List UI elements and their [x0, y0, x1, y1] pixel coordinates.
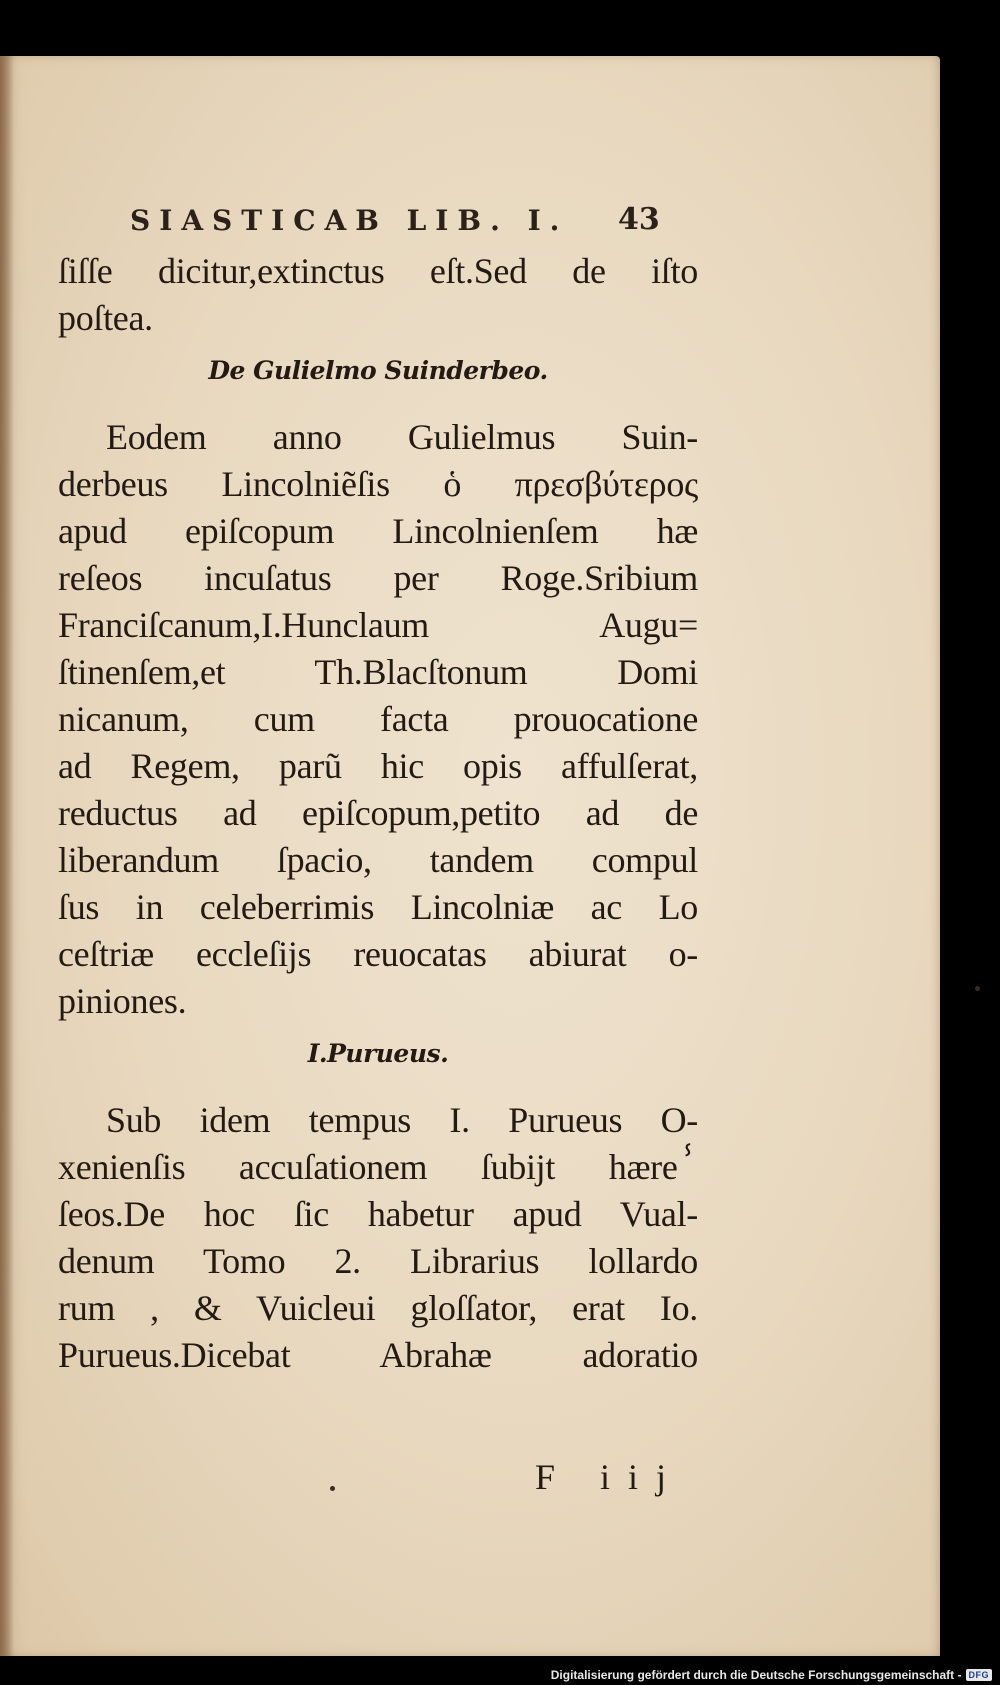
text-line: ceſtriæ eccleſijs reuocatas abiurat o- [58, 934, 698, 974]
text-line: derbeus Lincolniẽſis ὁ πρεσβύτερος [58, 464, 698, 504]
section-heading: I.Purueus. [307, 1039, 449, 1068]
text-line: apud epiſcopum Lincolnienſem hæ [58, 511, 698, 551]
text-line: ſtinenſem,et Th.Blacſtonum Domi [58, 652, 698, 692]
text-line: denum Tomo 2. Librarius lollardo [58, 1241, 698, 1281]
ink-speck [975, 986, 980, 991]
digitization-credit [551, 1668, 992, 1682]
text-line: Eodem anno Gulielmus Suin- [106, 417, 698, 457]
text-line: Sub idem tempus I. Purueus O- [106, 1100, 698, 1140]
dfg-logo: DFG [966, 1669, 993, 1681]
text-line: reductus ad epiſcopum,petito ad de [58, 793, 698, 833]
text-line: ad Regem, parũ hic opis affulſerat, [58, 746, 698, 786]
running-head: SIASTICAB LIB. I. [130, 204, 569, 237]
page-number: 43 [618, 202, 660, 237]
text-line: Purueus.Dicebat Abrahæ adoratio [58, 1335, 698, 1375]
credit-text: Digitalisierung gefördert durch die Deutsche Forschungsgemeinschaft - [550, 1668, 962, 1682]
text-line: nicanum, cum facta prouocatione [58, 699, 698, 739]
section-heading: De Gulielmo Suinderbeo. [208, 356, 548, 385]
text-line: reſeos incuſatus per Roge.Sribium [58, 558, 698, 598]
text-line: rum , & Vuicleui gloſſator, erat Io. [58, 1288, 698, 1328]
text-line: poſtea. [58, 298, 153, 338]
text-line: ſus in celeberrimis Lincolniæ ac Lo [58, 887, 698, 927]
scanned-page [0, 56, 940, 1656]
page-gutter-shadow [0, 56, 14, 1656]
ink-speck [330, 1486, 335, 1491]
body-text [58, 248, 698, 1379]
text-line: xenienſis accuſationem ſubijt hæreⸯ [58, 1147, 698, 1187]
text-line: ſeos.De hoc ſic habetur apud Vual- [58, 1194, 698, 1234]
text-line: Franciſcanum,I.Hunclaum Augu= [58, 605, 698, 645]
signature-mark: F iij [535, 1457, 685, 1497]
text-line: ſiſſe dicitur,extinctus eſt.Sed de iſto [58, 251, 698, 291]
text-line: piniones. [58, 981, 187, 1021]
text-line: liberandum ſpacio, tandem compul [58, 840, 698, 880]
